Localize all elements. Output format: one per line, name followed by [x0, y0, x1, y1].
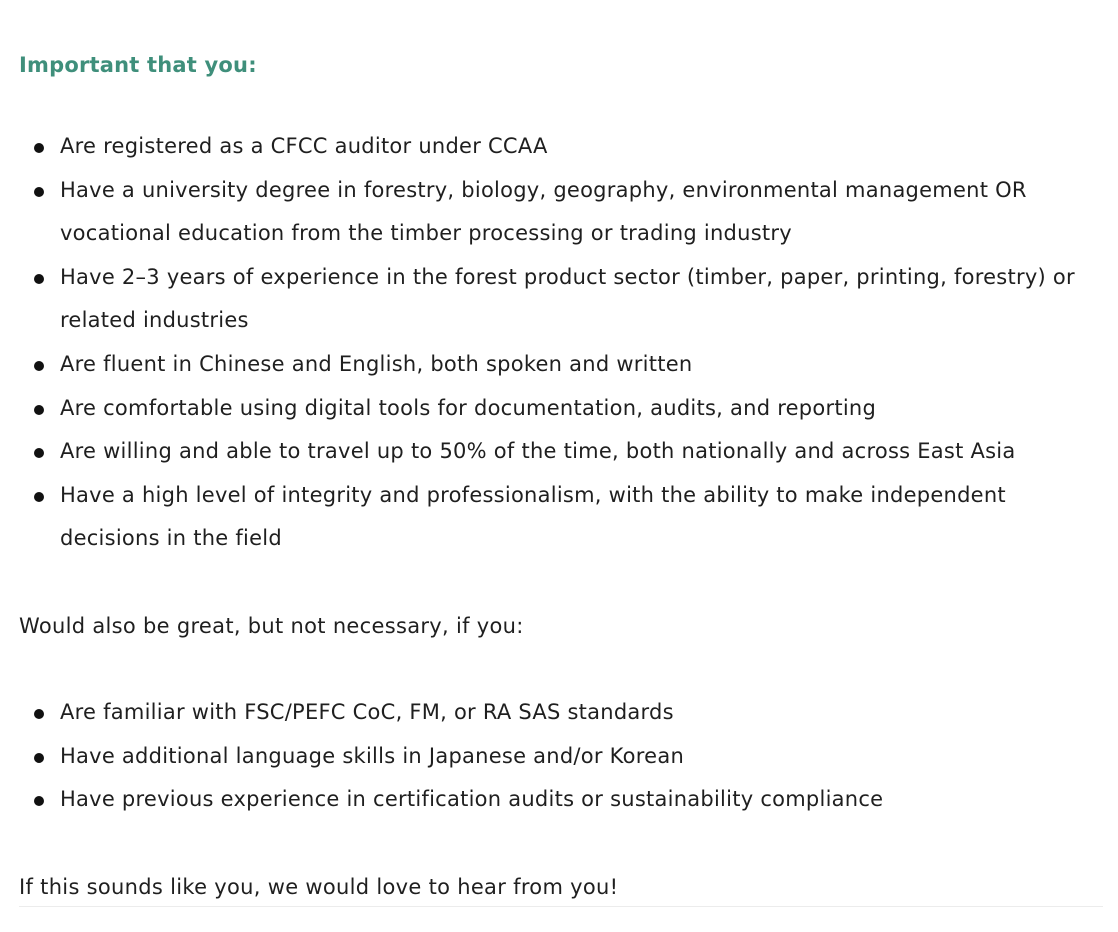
- list-item: Are registered as a CFCC auditor under CCAA: [19, 125, 1103, 169]
- nice-to-have-intro: Would also be great, but not necessary, if you:: [19, 614, 524, 638]
- nice-to-have-list: [19, 691, 1103, 822]
- list-item: Have 2–3 years of experience in the forest product sector (timber, paper, printing, forestry) or related industries: [19, 256, 1103, 343]
- bullet-icon: [34, 448, 44, 458]
- list-item: Are willing and able to travel up to 50% of the time, both nationally and across East Asia: [19, 430, 1103, 474]
- list-item: Are comfortable using digital tools for documentation, audits, and reporting: [19, 387, 1103, 431]
- bullet-icon: [34, 753, 44, 763]
- bullet-icon: [34, 405, 44, 415]
- list-item: Have previous experience in certification audits or sustainability compliance: [19, 778, 1103, 822]
- bullet-icon: [34, 492, 44, 502]
- divider: [19, 906, 1103, 907]
- bullet-icon: [34, 361, 44, 371]
- bullet-icon: [34, 274, 44, 284]
- list-item: Are familiar with FSC/PEFC CoC, FM, or RA SAS standards: [19, 691, 1103, 735]
- list-item: Have a university degree in forestry, biology, geography, environmental management OR vocational education from the timber processing or trading industry: [19, 169, 1103, 256]
- requirements-list: [19, 125, 1103, 561]
- bullet-icon: [34, 187, 44, 197]
- bullet-icon: [34, 709, 44, 719]
- list-item: Have additional language skills in Japanese and/or Korean: [19, 735, 1103, 779]
- closing-text: If this sounds like you, we would love to hear from you!: [19, 875, 619, 899]
- list-item: Have a high level of integrity and professionalism, with the ability to make independent decisions in the field: [19, 474, 1103, 561]
- list-item: Are fluent in Chinese and English, both spoken and written: [19, 343, 1103, 387]
- section-heading: Important that you:: [19, 53, 257, 77]
- bullet-icon: [34, 796, 44, 806]
- bullet-icon: [34, 143, 44, 153]
